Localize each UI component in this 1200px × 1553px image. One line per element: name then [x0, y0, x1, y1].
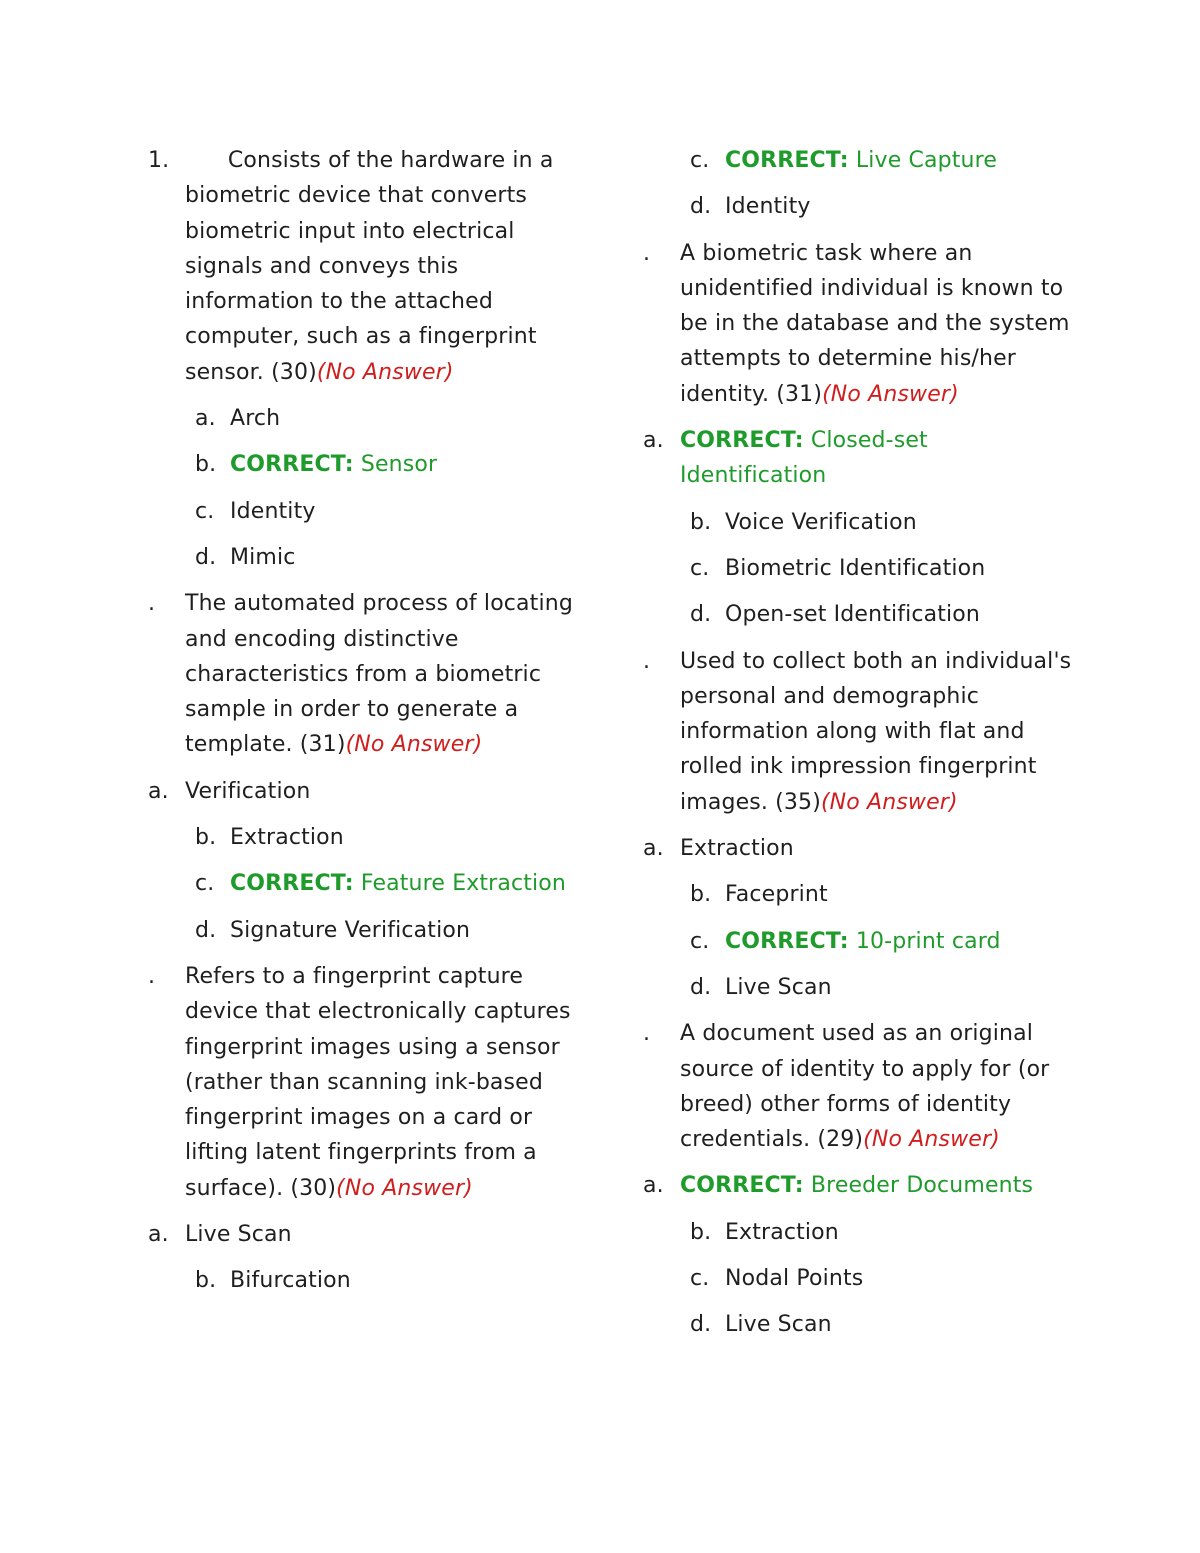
- option-a-correct: [643, 1168, 1073, 1203]
- correct-tag: CORRECT:: [680, 1173, 804, 1199]
- question-3: [148, 959, 578, 1206]
- no-answer-label: (No Answer): [316, 359, 454, 385]
- option-marker: d.: [690, 974, 712, 1000]
- option-d: [643, 1307, 1073, 1342]
- question-text: A document used as an original source of identity to apply for (or breed) other forms of identity credentials. (29): [680, 1021, 1050, 1153]
- question-number: 1.: [148, 148, 170, 173]
- question-4: [643, 236, 1073, 412]
- no-answer-label: (No Answer): [345, 732, 483, 758]
- option-marker: b.: [690, 1219, 712, 1245]
- option-text: Extraction: [725, 1219, 839, 1245]
- option-c-correct: [148, 866, 578, 901]
- option-text: Verification: [185, 778, 311, 804]
- option-marker: b.: [690, 509, 712, 535]
- option-b: [643, 505, 1073, 540]
- option-text: Identity: [725, 194, 811, 220]
- option-text: Extraction: [680, 836, 794, 862]
- correct-tag: CORRECT:: [725, 148, 849, 173]
- option-text: Live Capture: [848, 148, 998, 173]
- question-5: [643, 644, 1073, 820]
- option-marker: b.: [195, 825, 217, 851]
- option-text: Mimic: [230, 544, 296, 570]
- option-marker: d.: [690, 602, 712, 628]
- option-marker: b.: [690, 882, 712, 908]
- question-text: A biometric task where an unidentified individual is known to be in the database and the system attempts to determine his/her identity. (31): [680, 240, 1070, 407]
- option-a: [148, 401, 578, 436]
- question-text: The automated process of locating and encoding distinctive characteristics from a biometric sample in order to generate a template. (31): [185, 591, 573, 758]
- option-d: [643, 970, 1073, 1005]
- option-text: Sensor: [353, 452, 438, 478]
- no-answer-label: (No Answer): [820, 789, 958, 815]
- question-text: Refers to a fingerprint capture device that electronically captures fingerprint images using a sensor (rather than scanning ink-based fingerprint images on a card or lifting latent fingerprints from a surface). (30): [185, 963, 571, 1201]
- option-marker: a.: [643, 428, 664, 454]
- no-answer-label: (No Answer): [822, 381, 959, 407]
- option-c: [643, 551, 1073, 586]
- option-b: [643, 1215, 1073, 1250]
- question-text: Used to collect both an individual's personal and demographic information along with flat and rolled ink impression fingerprint images. (35): [680, 648, 1072, 815]
- question-2: [148, 586, 578, 762]
- option-b: [148, 820, 578, 855]
- option-d: [643, 597, 1073, 632]
- option-marker: d.: [195, 917, 217, 943]
- correct-tag: CORRECT:: [230, 871, 354, 897]
- correct-tag: CORRECT:: [725, 928, 849, 954]
- option-a: [148, 774, 578, 809]
- option-text: Live Scan: [725, 1312, 832, 1338]
- no-answer-label: (No Answer): [863, 1127, 1000, 1153]
- option-marker: d.: [690, 194, 712, 220]
- option-text: Nodal Points: [725, 1266, 864, 1292]
- option-text: 10-print card: [848, 928, 1001, 954]
- option-d: [148, 540, 578, 575]
- option-text: Identity: [230, 498, 316, 524]
- option-text: Bifurcation: [230, 1268, 351, 1294]
- option-c: [643, 1261, 1073, 1296]
- option-text: Extraction: [230, 825, 344, 851]
- no-answer-label: (No Answer): [336, 1175, 473, 1201]
- option-text: Faceprint: [725, 882, 828, 908]
- option-marker: d.: [690, 1312, 712, 1338]
- question-number: .: [148, 963, 156, 989]
- correct-tag: CORRECT:: [230, 452, 354, 478]
- option-marker: a.: [148, 778, 169, 804]
- question-6: [643, 1016, 1073, 1157]
- option-c: [148, 494, 578, 529]
- option-marker: c.: [690, 928, 710, 954]
- option-text: Live Scan: [185, 1222, 292, 1248]
- option-c-correct: [643, 143, 1073, 178]
- question-1: [148, 143, 578, 390]
- option-d: [148, 913, 578, 948]
- option-marker: a.: [148, 1222, 169, 1248]
- option-marker: c.: [690, 555, 710, 581]
- option-text: Voice Verification: [725, 509, 917, 535]
- question-number: .: [643, 648, 651, 674]
- option-text: Open-set Identification: [725, 602, 981, 628]
- option-c-correct: [643, 924, 1073, 959]
- option-b-correct: [148, 447, 578, 482]
- option-marker: c.: [690, 148, 710, 173]
- question-number: .: [643, 240, 651, 266]
- left-column: [148, 143, 578, 1310]
- option-marker: c.: [195, 871, 215, 897]
- option-text: Live Scan: [725, 974, 832, 1000]
- option-text: Closed-set Identification: [680, 428, 928, 489]
- option-a: [643, 831, 1073, 866]
- option-b: [643, 877, 1073, 912]
- option-marker: d.: [195, 544, 217, 570]
- option-b: [148, 1263, 578, 1298]
- question-text: Consists of the hardware in a biometric device that converts biometric input into electrical signals and conveys this information to the attached computer, such as a fingerprint sensor. (30): [185, 148, 561, 385]
- option-d: [643, 189, 1073, 224]
- option-text: Biometric Identification: [725, 555, 986, 581]
- option-a: [148, 1217, 578, 1252]
- right-column: [643, 143, 1073, 1354]
- question-number: .: [148, 591, 156, 617]
- option-marker: c.: [690, 1266, 710, 1292]
- option-marker: b.: [195, 452, 217, 478]
- correct-tag: CORRECT:: [680, 428, 804, 454]
- option-marker: b.: [195, 1268, 217, 1294]
- option-text: Feature Extraction: [353, 871, 566, 897]
- option-text: Breeder Documents: [803, 1173, 1034, 1199]
- option-marker: a.: [195, 406, 216, 432]
- option-marker: c.: [195, 498, 215, 524]
- option-marker: a.: [643, 836, 664, 862]
- option-a-correct: [643, 423, 1073, 494]
- option-text: Arch: [230, 406, 281, 432]
- question-number: .: [643, 1021, 651, 1047]
- option-text: Signature Verification: [230, 917, 471, 943]
- option-marker: a.: [643, 1173, 664, 1199]
